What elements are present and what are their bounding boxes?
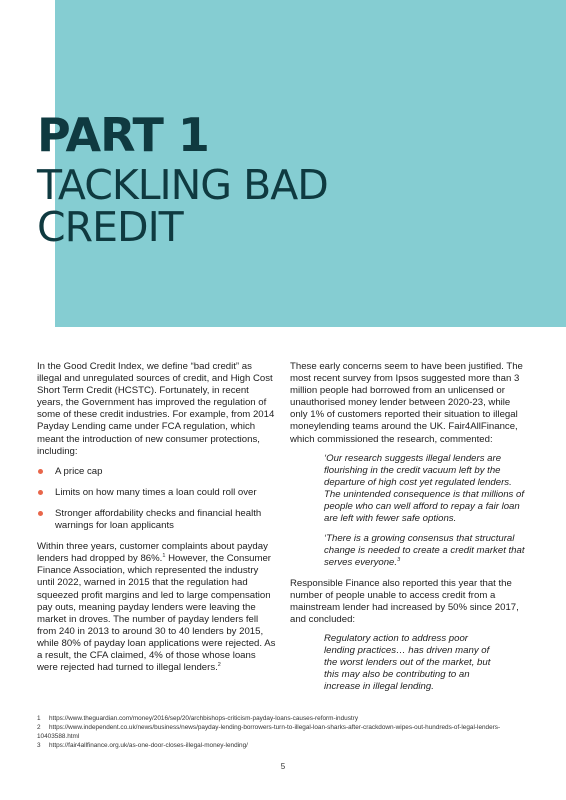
- list-item-text: Limits on how many times a loan could roll over: [55, 486, 257, 498]
- footnote: [37, 715, 537, 723]
- footnote: [37, 742, 537, 750]
- quote-text: ‘There is a growing consensus that structural change is needed to create a credit market that serves everyone.: [324, 533, 525, 569]
- quote-block: [324, 533, 529, 569]
- intro-paragraph: In the Good Credit Index, we define “bad credit” as illegal and unregulated sources of credit, and High Cost Short Term Credit (HCSTC). Fortunately, in recent years, the Government has improved the regulation of some of these credit industries. For example, from 2014 Payday Lending came under FCA regulation, which meant the introduction of new consumer protections, including:: [37, 361, 275, 457]
- footnote-link[interactable]: https://www.theguardian.com/money/2016/sep/20/archbishops-criticism-payday-loans-causes-reform-industry: [49, 715, 359, 722]
- footnote-ref: 1: [162, 553, 166, 560]
- footnote-ref: 2: [217, 661, 221, 668]
- footnote-link[interactable]: https://www.independent.co.uk/news/business/news/payday-lending-borrowers-turn-to-illegal-loan-sharks-after-crackdown-wipes-out-hundreds-of-legal-lenders-10403588.html: [37, 724, 501, 740]
- bullet-icon: [38, 469, 43, 474]
- footnote-ref: 3: [397, 557, 401, 564]
- responsible-finance-paragraph: Responsible Finance also reported this year that the number of people unable to access credit from a mainstream lender had increased by 50% since 2017, and concluded:: [290, 577, 519, 625]
- footnote-number: 2: [37, 724, 41, 732]
- survey-paragraph: These early concerns seem to have been justified. The most recent survey from Ipsos suggested more than 3 million people had borrowed from an unlicensed or unauthorised money lender between 2020-23, while only 1% of customers reported their situation to illegal moneylending teams around the UK. Fair4AllFinance, which commissioned the research, commented:: [290, 361, 523, 445]
- footnote-link[interactable]: https://fair4allfinance.org.uk/as-one-door-closes-illegal-money-lending/: [49, 742, 248, 750]
- list-item-text: Stronger affordability checks and financial health warnings for loan applicants: [55, 507, 262, 532]
- protections-list: [37, 466, 277, 532]
- footnotes: [37, 715, 537, 752]
- list-item: [37, 508, 277, 532]
- quote-block: ‘Our research suggests illegal lenders are flourishing in the credit vacuum left by the departure of high cost yet regulated lenders. The unintended consequence is that millions of people who can well afford to repay a fair loan are left with fewer safe options.: [324, 452, 524, 525]
- section-title: [37, 161, 328, 251]
- paragraph-text: Within three years, customer complaints about payday lenders had dropped by 86%.: [37, 541, 268, 565]
- page-number: 5: [280, 762, 286, 771]
- paragraph-text: However, the Consumer Finance Association, which represented the industry until 2022, warned in 2015 that the regulation had squeezed profit margins and led to large compensation pay outs, meaning payday lenders were leaving the market in droves. The number of payday lenders fell from 240 in 2013 to around 30 to 40 lenders by 2015, while 80% of payday loan applications were rejected. As a result, the CFA claimed, 4% of those whose loans were rejected had turned to illegal lenders.: [37, 553, 276, 674]
- bullet-icon: [38, 490, 43, 495]
- list-item: [37, 466, 277, 478]
- quote-block: Regulatory action to address poor lending practices… has driven many of the worst lenders out of the market, but this may also be contributing to an increase in illegal lending.: [324, 632, 491, 693]
- footnote-number: 3: [37, 742, 41, 750]
- bullet-icon: [38, 511, 43, 516]
- payday-lending-paragraph: [37, 541, 277, 674]
- list-item: [37, 487, 277, 499]
- section-title-line-2: CREDIT: [37, 203, 183, 251]
- footnote-number: 1: [37, 715, 41, 722]
- right-column: [290, 361, 530, 701]
- part-label: PART 1: [37, 108, 209, 162]
- footnote: [37, 724, 537, 741]
- section-title-line-1: TACKLING BAD: [37, 161, 328, 209]
- list-item-text: A price cap: [55, 465, 103, 477]
- left-column: [37, 361, 277, 681]
